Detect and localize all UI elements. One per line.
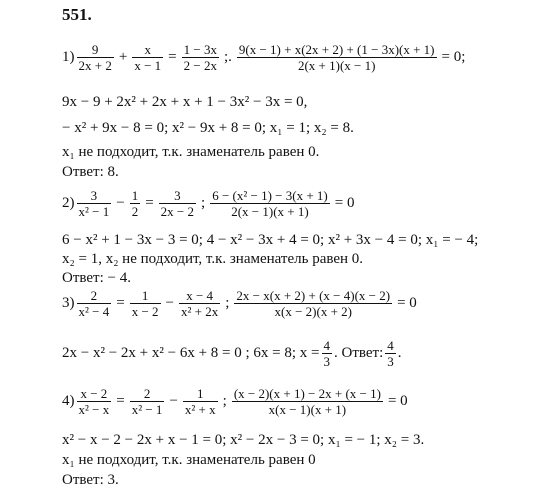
p1-frac4: $\frac{9(x - 1) + x(2x + 2) + (1 - 3x)(x + 1)}{2(x + 1)(x - 1)}$	[238, 42, 435, 73]
p2-line3: x₂ = 1, x₂ не подходит, т.к. знаменатель равен 0.	[62, 251, 364, 267]
p4-answer: Ответ: 3.	[62, 472, 119, 488]
p2-answer: Ответ: − 4.	[62, 270, 131, 286]
p1-answer: Ответ: 8.	[62, 164, 119, 180]
p2-frac1: $\frac{3}{\text{x² − 1}}$	[78, 188, 110, 219]
p4-line2: x² − x − 2 − 2x + x − 1 = 0; x² − 2x − 3 = 0; x₁ = − 1; x₂ = 3.	[62, 432, 425, 448]
p3-frac2: $\frac{1}{x - 2}$	[131, 288, 159, 319]
p3-label: 3)	[62, 295, 75, 311]
p1-line3: − x² + 9x − 8 = 0; x² − 9x + 8 = 0; x₁ = 1; x₂ = 8.	[62, 120, 354, 136]
p1-frac3: $\frac{1 - 3x}{2 - 2x}$	[183, 42, 217, 73]
p2-equation: 2) $\frac{3}{\text{x² − 1}}$ − $\frac{1}{2}$ = $\frac{3}{2x - 2}$ ; $\frac{\text{6 − (x² − 1) − 3(x + 1)}}{2(x - 1)(x + 1)}$ = 0	[62, 188, 355, 219]
p1-equation: 1) $\frac{9}{2x + 2}$ + $\frac{x}{x - 1}$ = $\frac{1 - 3x}{2 - 2x}$ ;. $\frac{9(x - 1) + x(2x + 2) + (1 - 3x)(x + 1)}{2(x + 1)(x - 1)}$ = 0;	[62, 42, 466, 73]
p1-label: 1)	[62, 49, 75, 65]
p4-frac3: $\frac{1}{\text{x² + x}}$	[184, 386, 216, 417]
p3-frac1: $\frac{2}{\text{x² − 4}}$	[78, 288, 110, 319]
p3-equation: 3) $\frac{2}{\text{x² − 4}}$ = $\frac{1}{x - 2}$ − $\frac{x - 4}{\text{x² + 2x}}$ ; $\frac{2x - x(x + 2) + (x - 4)(x - 2)}{x(x - 2)(x + 2)}$ = 0	[62, 288, 417, 319]
p4-frac2: $\frac{2}{\text{x² − 1}}$	[131, 386, 163, 417]
problem-number: 551.	[62, 5, 92, 24]
p2-line2: 6 − x² + 1 − 3x − 3 = 0; 4 − x² − 3x + 4 = 0; x² + 3x − 4 = 0; x₁ = − 4;	[62, 232, 479, 248]
p2-frac4: $\frac{\text{6 − (x² − 1) − 3(x + 1)}}{2(x - 1)(x + 1)}$	[212, 188, 328, 219]
p1-frac2: $\frac{x}{x - 1}$	[134, 42, 162, 73]
p1-frac1: $\frac{9}{2x + 2}$	[78, 42, 112, 73]
p3-frac3: $\frac{x - 4}{\text{x² + 2x}}$	[181, 288, 219, 319]
p4-frac4: $\frac{(x - 2)(x + 1) - 2x + (x - 1)}{x(x - 1)(x + 1)}$	[233, 386, 381, 417]
p2-frac3: $\frac{3}{2x - 2}$	[160, 188, 195, 219]
p2-label: 2)	[62, 195, 75, 211]
p4-frac1: $\frac{x - 2}{\text{x² − x}}$	[78, 386, 110, 417]
p4-line3: x₁ не подходит, т.к. знаменатель равен 0	[62, 452, 316, 468]
p4-label: 4)	[62, 393, 75, 409]
p1-line4: x₁ не подходит, т.к. знаменатель равен 0.	[62, 144, 320, 160]
p3-frac6: $\frac{4}{3}$	[387, 338, 394, 369]
p3-frac5: $\frac{4}{3}$	[323, 338, 331, 369]
p4-equation: 4) $\frac{x - 2}{\text{x² − x}}$ = $\frac{2}{\text{x² − 1}}$ − $\frac{1}{\text{x² + x}}$ ; $\frac{(x - 2)(x + 1) - 2x + (x - 1)}{x(x - 1)(x + 1)}$ = 0	[62, 386, 408, 417]
p3-frac4: $\frac{2x - x(x + 2) + (x - 4)(x - 2)}{x(x - 2)(x + 2)}$	[236, 288, 391, 319]
p3-line2: 2x − x² − 2x + x² − 6x + 8 = 0 ; 6x = 8; x = $\frac{4}{3}$ . Ответ: $\frac{4}{3}$ .	[62, 338, 402, 369]
p2-frac2: $\frac{1}{2}$	[131, 188, 139, 219]
p1-line2: 9x − 9 + 2x² + 2x + x + 1 − 3x² − 3x = 0,	[62, 94, 308, 110]
